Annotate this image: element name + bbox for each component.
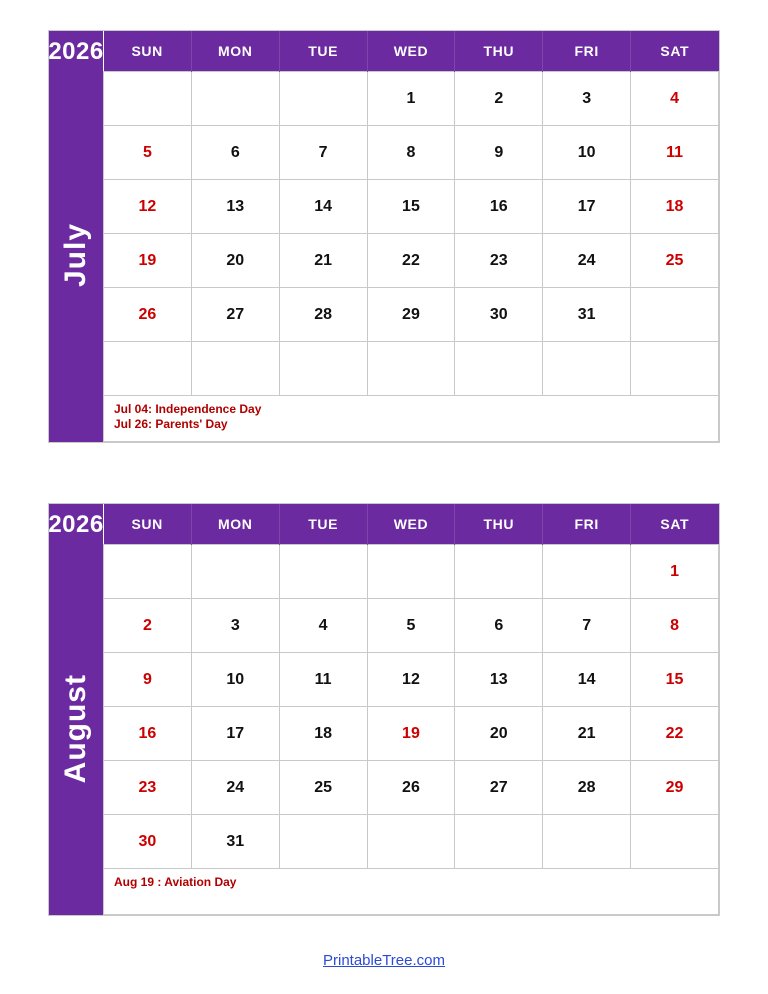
day-cell[interactable]: 22 (367, 234, 455, 288)
day-cell[interactable] (631, 815, 719, 869)
day-cell[interactable]: 15 (631, 653, 719, 707)
week-row (104, 815, 719, 869)
day-cell[interactable]: 21 (543, 707, 631, 761)
day-cell[interactable]: 4 (631, 72, 719, 126)
day-cell[interactable]: 10 (191, 653, 279, 707)
day-cell[interactable]: 20 (455, 707, 543, 761)
calendar-table-july (103, 31, 719, 396)
day-cell[interactable]: 16 (455, 180, 543, 234)
weekday-header-row-july (104, 31, 719, 72)
day-cell[interactable]: 10 (543, 126, 631, 180)
day-cell[interactable]: 4 (279, 599, 367, 653)
day-cell[interactable]: 18 (631, 180, 719, 234)
day-cell[interactable]: 5 (367, 599, 455, 653)
day-cell[interactable] (455, 545, 543, 599)
weekday-mon: MON (191, 504, 279, 545)
month-name-august-text: August (59, 673, 92, 784)
week-row (104, 234, 719, 288)
day-cell[interactable]: 27 (191, 288, 279, 342)
day-cell[interactable]: 6 (455, 599, 543, 653)
day-cell[interactable]: 1 (631, 545, 719, 599)
day-cell[interactable]: 18 (279, 707, 367, 761)
day-cell[interactable]: 26 (104, 288, 192, 342)
holiday-note: Aug 19 : Aviation Day (114, 875, 237, 889)
day-cell[interactable]: 25 (631, 234, 719, 288)
day-cell[interactable]: 17 (191, 707, 279, 761)
day-cell[interactable] (191, 342, 279, 396)
day-cell[interactable]: 22 (631, 707, 719, 761)
day-cell[interactable]: 31 (191, 815, 279, 869)
day-cell[interactable]: 7 (543, 599, 631, 653)
day-cell[interactable]: 11 (631, 126, 719, 180)
day-cell[interactable] (104, 545, 192, 599)
day-cell[interactable]: 19 (104, 234, 192, 288)
day-cell[interactable] (455, 342, 543, 396)
day-cell[interactable]: 6 (191, 126, 279, 180)
day-cell[interactable]: 9 (104, 653, 192, 707)
day-cell[interactable]: 7 (279, 126, 367, 180)
calendar-body-august (104, 545, 719, 869)
day-cell[interactable]: 12 (367, 653, 455, 707)
weekday-wed: WED (367, 31, 455, 72)
day-cell[interactable]: 29 (631, 761, 719, 815)
day-cell[interactable]: 14 (543, 653, 631, 707)
day-cell[interactable]: 13 (191, 180, 279, 234)
day-cell[interactable]: 24 (543, 234, 631, 288)
day-cell[interactable] (191, 72, 279, 126)
day-cell[interactable]: 13 (455, 653, 543, 707)
day-cell[interactable] (455, 815, 543, 869)
day-cell[interactable] (104, 342, 192, 396)
calendar-table-august (103, 504, 719, 869)
day-cell[interactable] (191, 545, 279, 599)
week-row (104, 761, 719, 815)
weekday-sun: SUN (104, 504, 192, 545)
week-row (104, 288, 719, 342)
holiday-notes-july (103, 396, 719, 442)
day-cell[interactable]: 30 (455, 288, 543, 342)
month-name-august (49, 542, 103, 915)
day-cell[interactable] (543, 815, 631, 869)
day-cell[interactable]: 28 (543, 761, 631, 815)
day-cell[interactable]: 17 (543, 180, 631, 234)
day-cell[interactable]: 15 (367, 180, 455, 234)
day-cell[interactable]: 11 (279, 653, 367, 707)
day-cell[interactable]: 26 (367, 761, 455, 815)
day-cell[interactable] (543, 342, 631, 396)
site-link[interactable]: PrintableTree.com (323, 952, 445, 969)
day-cell[interactable]: 29 (367, 288, 455, 342)
month-grid-wrap-july (103, 31, 719, 442)
day-cell[interactable]: 2 (104, 599, 192, 653)
day-cell[interactable]: 1 (367, 72, 455, 126)
year-label-august: 2026 (48, 511, 104, 538)
day-cell[interactable]: 5 (104, 126, 192, 180)
week-row (104, 599, 719, 653)
day-cell[interactable] (279, 545, 367, 599)
calendar-body-july (104, 72, 719, 396)
day-cell[interactable]: 8 (631, 599, 719, 653)
weekday-wed: WED (367, 504, 455, 545)
day-cell[interactable]: 16 (104, 707, 192, 761)
day-cell[interactable]: 25 (279, 761, 367, 815)
week-row (104, 653, 719, 707)
day-cell[interactable]: 9 (455, 126, 543, 180)
day-cell[interactable]: 3 (543, 72, 631, 126)
weekday-tue: TUE (279, 504, 367, 545)
weekday-header-row-august (104, 504, 719, 545)
footer (48, 952, 720, 994)
holiday-notes-august (103, 869, 719, 915)
day-cell[interactable] (631, 288, 719, 342)
day-cell[interactable] (367, 545, 455, 599)
day-cell[interactable] (104, 72, 192, 126)
weekday-sat: SAT (631, 504, 719, 545)
day-cell[interactable] (367, 815, 455, 869)
weekday-fri: FRI (543, 31, 631, 72)
day-cell[interactable]: 21 (279, 234, 367, 288)
day-cell[interactable]: 20 (191, 234, 279, 288)
day-cell[interactable]: 27 (455, 761, 543, 815)
day-cell[interactable]: 3 (191, 599, 279, 653)
day-cell[interactable]: 28 (279, 288, 367, 342)
day-cell[interactable] (543, 545, 631, 599)
week-row (104, 707, 719, 761)
day-cell[interactable] (367, 342, 455, 396)
day-cell[interactable]: 8 (367, 126, 455, 180)
day-cell[interactable] (279, 815, 367, 869)
weekday-fri: FRI (543, 504, 631, 545)
week-row (104, 180, 719, 234)
day-cell[interactable]: 2 (455, 72, 543, 126)
day-cell[interactable]: 19 (367, 707, 455, 761)
week-row (104, 545, 719, 599)
day-cell[interactable]: 23 (104, 761, 192, 815)
week-row (104, 342, 719, 396)
month-block-july (48, 30, 720, 443)
day-cell[interactable]: 12 (104, 180, 192, 234)
week-row (104, 72, 719, 126)
block-spacer (48, 443, 720, 503)
weekday-sat: SAT (631, 31, 719, 72)
holiday-note: Jul 26: Parents' Day (114, 417, 228, 431)
week-row (104, 126, 719, 180)
year-label-july: 2026 (48, 38, 104, 65)
day-cell[interactable]: 23 (455, 234, 543, 288)
weekday-mon: MON (191, 31, 279, 72)
weekday-tue: TUE (279, 31, 367, 72)
month-block-august (48, 503, 720, 916)
month-grid-wrap-august (103, 504, 719, 915)
day-cell[interactable] (279, 342, 367, 396)
holiday-note: Jul 04: Independence Day (114, 402, 262, 416)
day-cell[interactable]: 24 (191, 761, 279, 815)
weekday-thu: THU (455, 31, 543, 72)
day-cell[interactable]: 30 (104, 815, 192, 869)
month-rail-august (49, 504, 103, 915)
weekday-thu: THU (455, 504, 543, 545)
day-cell[interactable]: 14 (279, 180, 367, 234)
day-cell[interactable] (279, 72, 367, 126)
day-cell[interactable] (631, 342, 719, 396)
day-cell[interactable]: 31 (543, 288, 631, 342)
weekday-sun: SUN (104, 31, 192, 72)
month-name-july (49, 69, 103, 442)
month-rail-july (49, 31, 103, 442)
month-name-july-text: July (59, 223, 92, 288)
